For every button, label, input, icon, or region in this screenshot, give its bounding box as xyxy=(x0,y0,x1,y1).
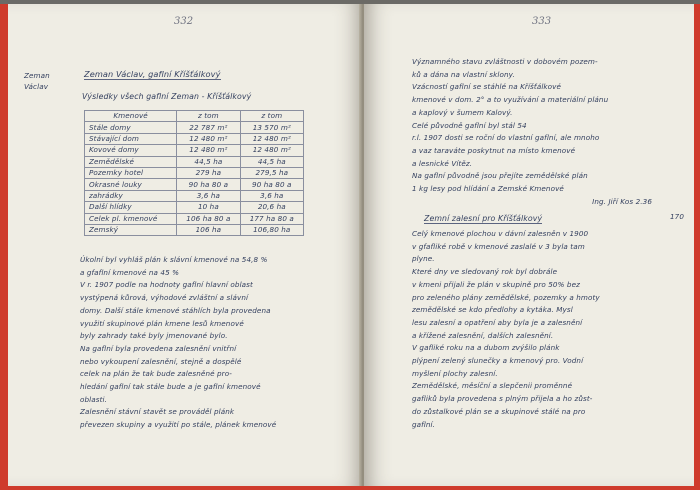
handwritten-line: a kaplový v šumem Kalový. xyxy=(412,107,513,117)
area-value: 177 ha 80 a xyxy=(240,213,303,224)
table-row xyxy=(85,202,304,213)
handwritten-line: 1 kg lesy pod hlídání a Zemské Kmenové xyxy=(412,184,564,194)
handwritten-line: převezen skupiny a využití po stále, plánek kmenové xyxy=(80,420,277,430)
area-value: 44,5 ha xyxy=(177,156,240,167)
row-label: Zemský xyxy=(85,224,177,235)
left-page-text xyxy=(80,254,330,432)
table-row xyxy=(85,156,304,167)
handwritten-line: V r. 1907 podle na hodnoty gaflní hlavní oblast xyxy=(80,280,253,290)
row-label: Pozemky hotel xyxy=(85,167,177,178)
right-page xyxy=(364,4,694,486)
table-row xyxy=(85,190,304,201)
table-row xyxy=(85,167,304,178)
handwritten-line: myšlení plochy zalesní. xyxy=(412,368,498,378)
handwritten-line: Vzácností gaflní se stáhlé na Kříšťálkové xyxy=(412,82,562,92)
area-value: 10 ha xyxy=(177,202,240,213)
handwritten-line: a křížené zalesnění, dalších zalesnění. xyxy=(412,330,554,340)
handwritten-line: a vaz taraváte poskytnut na místo kmenové xyxy=(412,145,576,155)
area-value: 22 787 m² xyxy=(177,122,240,133)
handwritten-line: v kmeni přijali že plán v skupině pro 50% bez xyxy=(412,279,580,289)
handwritten-line: lesu zalesní a opatření aby byla je a zalesnění xyxy=(412,317,583,327)
area-value: 106,80 ha xyxy=(240,224,303,235)
signature-line: Ing. Jiří Kos 2.36 xyxy=(592,196,652,206)
handwritten-line: hledání gaflní tak stále bude a je gaflní kmenové xyxy=(80,382,261,392)
handwritten-line: ků a dána na vlastní sklony. xyxy=(412,69,515,79)
handwritten-line: a gfaflní kmenové na 45 % xyxy=(80,267,180,277)
handwritten-line: gafliků byla provedena s plným přijela a ho zůst- xyxy=(412,394,593,404)
area-value: 279 ha xyxy=(177,167,240,178)
table-row xyxy=(85,122,304,133)
area-value: 12 480 m² xyxy=(177,133,240,144)
area-value: 20,6 ha xyxy=(240,202,303,213)
handwritten-line: Úkolní byl vyhláš plán k slávní kmenové na 54,8 % xyxy=(80,255,268,264)
page-number: 332 xyxy=(174,16,194,27)
section-title xyxy=(84,69,221,79)
handwritten-line: V gafliké roku na a dubom zvýšilo plánk xyxy=(412,343,560,353)
row-label: Stále domy xyxy=(85,122,177,133)
row-label: Celek pl. kmenové xyxy=(85,213,177,224)
area-value: 12 480 m² xyxy=(177,145,240,156)
row-label: zahrádky xyxy=(85,190,177,201)
handwritten-line: nebo vykoupení zalesnění, stejně a dospělé xyxy=(80,356,242,366)
area-table xyxy=(84,110,304,236)
area-value: 90 ha 80 a xyxy=(240,179,303,190)
area-value: 44,5 ha xyxy=(240,156,303,167)
table-header-row xyxy=(85,111,304,122)
handwritten-line: zemědělské se kdo předlohy a kytáka. Mysl xyxy=(412,305,573,315)
row-label: Kovové domy xyxy=(85,145,177,156)
area-value: 90 ha 80 a xyxy=(177,179,240,190)
handwritten-line: Celý kmenové plochou v dávní zalesněn v 1900 xyxy=(412,229,589,238)
area-value: 3,6 ha xyxy=(177,190,240,201)
handwritten-line: gaflní. xyxy=(412,419,436,429)
table-row xyxy=(85,179,304,190)
area-value: 3,6 ha xyxy=(240,190,303,201)
column-header: Kmenové xyxy=(85,111,177,122)
area-value: 13 570 m² xyxy=(240,122,303,133)
margin-note-line: Václav xyxy=(24,82,49,91)
column-header: z tom xyxy=(177,111,240,122)
handwritten-line: Na gaflní byla provedena zalesnění vnitřní xyxy=(80,343,237,353)
handwritten-line: domy. Další stále kmenové stáhlích byla provedena xyxy=(80,305,271,315)
area-value: 106 ha xyxy=(177,224,240,235)
handwritten-line: oblasti. xyxy=(80,394,108,404)
handwritten-line: využití skupinové plán kmene lesů kmenové xyxy=(80,318,244,328)
handwritten-line: vystýpená kůrová, výhodové zvláštní a slávní xyxy=(80,293,249,303)
handwritten-line: Zemědělské, měsíční a slepčenii proměnné xyxy=(412,381,573,391)
row-label: Stávající dom xyxy=(85,133,177,144)
handwritten-line: a lesnické Vítěz. xyxy=(412,158,473,168)
handwritten-line: Významného stavu zvláštnosti v dobovém pozem- xyxy=(412,57,598,66)
handwritten-line: plyne. xyxy=(412,254,435,264)
left-page xyxy=(8,4,362,486)
handwritten-line: Zalesnění stávní stavět se prováděl plánk xyxy=(80,407,235,417)
handwritten-line: pro zeleného plány zemědělské, pozemky a hmoty xyxy=(412,292,600,302)
text-block xyxy=(412,56,664,196)
row-label: Zemědělské xyxy=(85,156,177,167)
table-row xyxy=(85,145,304,156)
section-title-text: Zeman Václav, gaflní Kříšťálkový xyxy=(84,69,221,79)
table-caption: Výsledky všech gaflní Zeman - Kříšťálkový xyxy=(82,92,252,101)
right-page-text-top xyxy=(412,56,664,208)
handwritten-line: byly zahrady také byly jmenované bylo. xyxy=(80,331,228,341)
margin-note-line: Zeman xyxy=(24,71,50,80)
handwritten-line: Celé původně gaflní byl stál 54 xyxy=(412,120,527,130)
handwritten-line: plýpení zelený slunečky a kmenový pro. Vodní xyxy=(412,356,584,366)
row-label: Další hlídky xyxy=(85,202,177,213)
page-number: 333 xyxy=(532,16,552,27)
margin-number: 170 xyxy=(670,212,685,221)
area-value: 12 480 m² xyxy=(240,145,303,156)
handwritten-line: v gfafliké robě v kmenové zaslalé v 3 byla tam xyxy=(412,241,585,251)
handwritten-line: r.l. 1907 dosti se roční do vlastní gaflní, ale mnoho xyxy=(412,133,600,143)
handwritten-line: do zůstalkové plán se a skupinové stálé na pro xyxy=(412,406,586,416)
handwritten-line: kmenové v dom. 2° a to využívání a materiální plánu xyxy=(412,95,609,105)
area-value: 106 ha 80 a xyxy=(177,213,240,224)
area-value: 12 480 m² xyxy=(240,133,303,144)
row-label: Okrasné louky xyxy=(85,179,177,190)
handwritten-line: celek na plán že tak bude zalesněné pro- xyxy=(80,369,232,379)
table-row xyxy=(85,213,304,224)
margin-note xyxy=(24,70,64,92)
column-header: z tom xyxy=(240,111,303,122)
handwritten-line: Na gaflní původně jsou přejíte zemědělské plán xyxy=(412,171,588,181)
section-heading: Zemní zalesní pro Kříšťálkový xyxy=(424,214,543,223)
table-row xyxy=(85,224,304,235)
table-row xyxy=(85,133,304,144)
area-value: 279,5 ha xyxy=(240,167,303,178)
handwritten-line: Které dny ve sledovaný rok byl dobrále xyxy=(412,267,558,277)
table-body xyxy=(85,122,304,236)
right-page-text-bottom xyxy=(412,228,664,431)
